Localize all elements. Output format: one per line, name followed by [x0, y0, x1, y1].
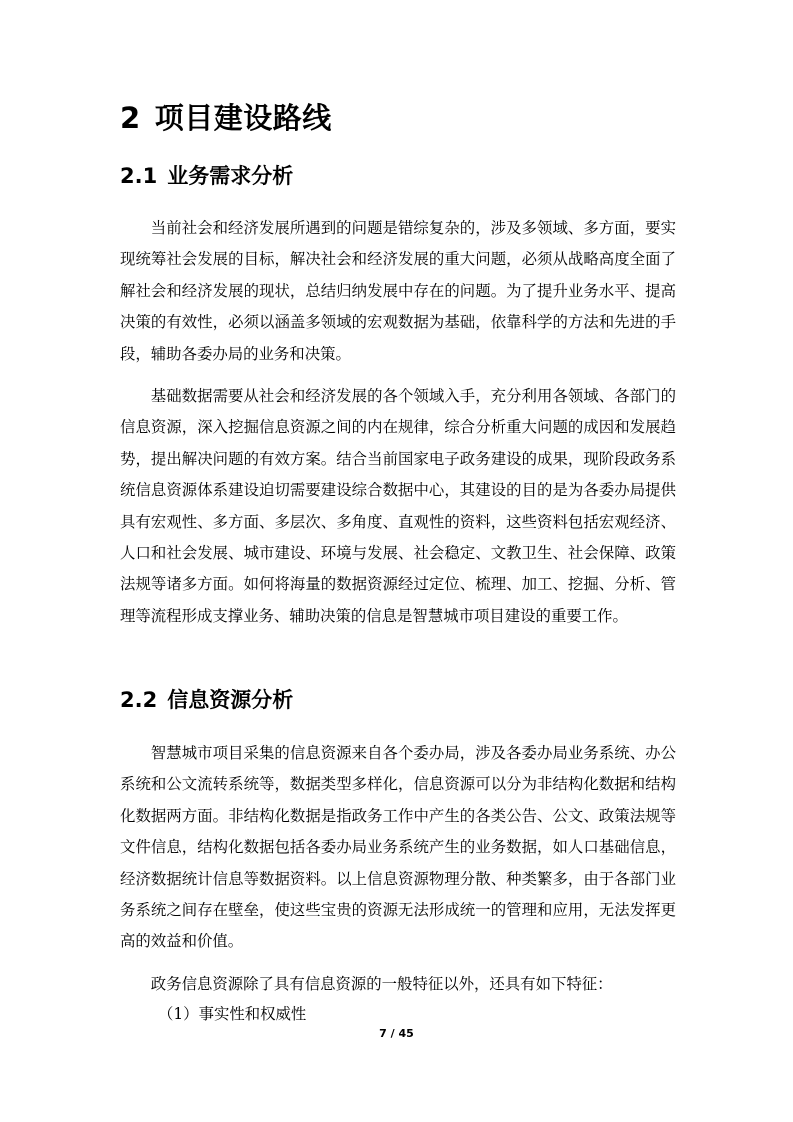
section-number: 2.2 — [120, 688, 158, 712]
list-item: （1）事实性和权威性 — [158, 1005, 307, 1023]
section-heading-2-2 — [120, 684, 293, 716]
paragraph: 智慧城市项目采集的信息资源来自各个委办局，涉及各委办局业务系统、办公系统和公文流转系统等，数据类型多样化，信息资源可以分为非结构化数据和结构化数据两方面。非结构化数据是指政务工作中产生的各类公告、公文、政策法规等文件信息，结构化数据包括各委办局业务系统产生的业务数据，如人口基础信息，经济数据统计信息等数据资料。以上信息资源物理分散、种类繁多，由于各部门业务系统之间存在壁垒，使这些宝贵的资源无法形成统一的管理和应用，无法发挥更高的效益和价值。 — [120, 744, 676, 951]
chapter-heading — [120, 96, 332, 140]
chapter-number: 2 — [120, 101, 141, 135]
section-title: 信息资源分析 — [167, 688, 294, 712]
paragraph: 基础数据需要从社会和经济发展的各个领域入手，充分利用各领域、各部门的信息资源，深入挖掘信息资源之间的内在规律，综合分析重大问题的成因和发展趋势，提出解决问题的有效方案。结合当前国家电子政务建设的成果，现阶段政务系统信息资源体系建设迫切需要建设综合数据中心，其建设的目的是为各委办局提供具有宏观性、多方面、多层次、多角度、直观性的资料，这些资料包括宏观经济、人口和社会发展、城市建设、环境与发展、社会稳定、文教卫生、社会保障、政策法规等诸多方面。如何将海量的数据资源经过定位、梳理、加工、挖掘、分析、管理等流程形成支撑业务、辅助决策的信息是智慧城市项目建设的重要工作。 — [120, 387, 676, 625]
paragraph: 当前社会和经济发展所遇到的问题是错综复杂的，涉及多领域、多方面，要实现统筹社会发展的目标，解决社会和经济发展的重大问题，必须从战略高度全面了解社会和经济发展的现状，总结归纳发展中存在的问题。为了提升业务水平、提高决策的有效性，必须以涵盖多领域的宏观数据为基础，依靠科学的方法和先进的手段，辅助各委办局的业务和决策。 — [120, 219, 676, 363]
paragraph: 政务信息资源除了具有信息资源的一般特征以外，还具有如下特征： — [150, 975, 613, 993]
section-heading-2-1 — [120, 160, 293, 192]
section-title: 业务需求分析 — [167, 164, 294, 188]
section-number: 2.1 — [120, 164, 158, 188]
page-number: 7 / 45 — [379, 1027, 414, 1040]
chapter-title: 项目建设路线 — [154, 101, 332, 135]
